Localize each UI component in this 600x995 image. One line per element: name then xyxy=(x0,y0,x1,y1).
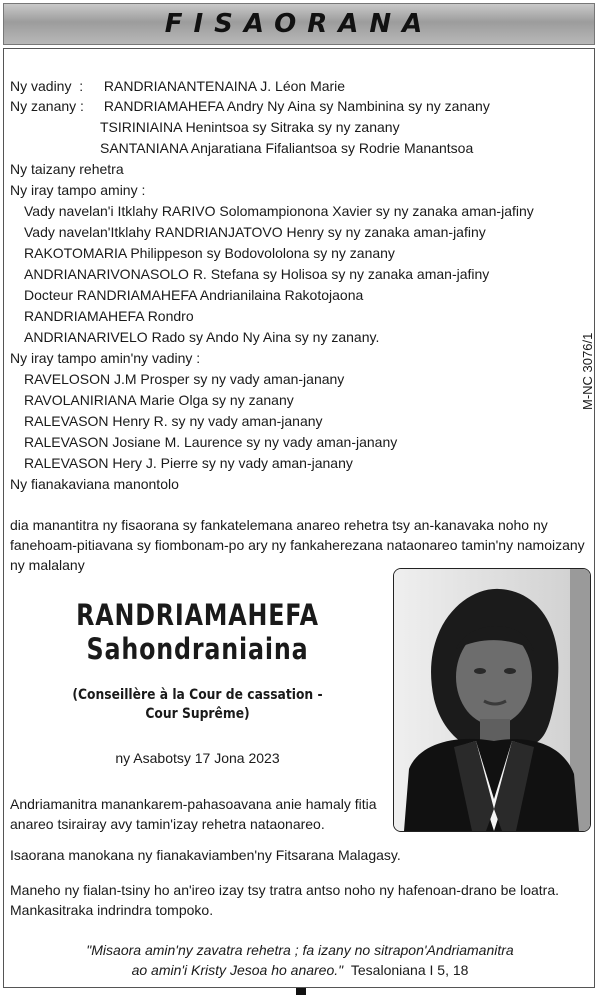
bible-verse xyxy=(20,940,580,980)
spouse-sibling-entry: RALEVASON Henry R. sy ny vady aman-janany xyxy=(24,413,323,429)
sibling-entry: Docteur RANDRIAMAHEFA Andrianilaina Rakotojaona xyxy=(24,287,364,303)
spouse-sibling-entry: RALEVASON Josiane M. Laurence sy ny vady aman-janany xyxy=(24,434,398,450)
child-entry: RANDRIAMAHEFA Andry Ny Aina sy Nambinina sy ny zanany xyxy=(103,98,490,114)
apology-line: Mankasitraka indrindra tompoko. xyxy=(10,902,214,918)
spouse-sibling-entry: RAVOLANIRIANA Marie Olga sy ny zanany xyxy=(24,392,294,408)
death-date: ny Asabotsy 17 Jona 2023 xyxy=(115,750,280,766)
child-entry: TSIRINIAINA Henintsoa sy Sitraka sy ny zanany xyxy=(100,119,400,135)
verse-line: "Misaora amin'ny zavatra rehetra ; fa izany no sitrapon'Andriamanitra xyxy=(86,942,514,958)
blessing-line: Andriamanitra manankarem-pahasoavana anie hamaly fitia xyxy=(10,796,377,812)
sibling-entry: Vady navelan'i Itklahy RARIVO Solomampionona Xavier sy ny zanaka aman-jafiny xyxy=(24,203,534,219)
spouse-sibling-entry: RALEVASON Hery J. Pierre sy ny vady aman-janany xyxy=(24,455,353,471)
verse-line: ao amin'i Kristy Jesoa ho anareo." xyxy=(131,962,344,978)
role-line: Cour Suprême) xyxy=(145,706,250,722)
deceased-surname: RANDRIAMAHEFA xyxy=(76,598,319,632)
portrait-image xyxy=(394,569,590,831)
apology-line: Maneho ny fialan-tsiny ho an'ireo izay tsy tratra antso noho ny hafenoan-drano be loatra. xyxy=(10,882,560,898)
children-line xyxy=(10,96,490,116)
role-line: (Conseillère à la Cour de cassation - xyxy=(72,687,323,703)
blessing-line: anareo tsirairay avy tamin'izay rehetra nataonareo. xyxy=(10,816,325,832)
deceased-given-name: Sahondraniaina xyxy=(86,632,309,666)
spouse-siblings-label: Ny iray tampo amin'ny vadiny : xyxy=(10,350,201,366)
spouse-name: RANDRIANANTENAINA J. Léon Marie xyxy=(103,78,346,94)
verse-reference: Tesaloniana I 5, 18 xyxy=(350,962,469,978)
sibling-entry: RAKOTOMARIA Philippeson sy Bodovololona sy ny zanany xyxy=(24,245,395,261)
intro-paragraph: dia manantitra ny fisaorana sy fankatelemana anareo rehetra tsy an-kanavaka noho ny fanehoam-pitiavana sy fiombonam-po ary ny fankaherezana nataonareo tamin'ny namoizany ny malalany xyxy=(10,517,585,573)
special-thanks: Isaorana manokana ny fianakaviamben'ny Fitsarana Malagasy. xyxy=(10,847,401,863)
spouse-line xyxy=(10,76,345,96)
spouse-label: Ny vadiny : xyxy=(10,78,84,94)
portrait-photo xyxy=(393,568,591,832)
deceased-role xyxy=(20,686,375,724)
sibling-entry: ANDRIANARIVONASOLO R. Stefana sy Holisoa sy ny zanaka aman-jafiny xyxy=(24,266,490,282)
reference-code: M-NC 3076/1 xyxy=(580,332,595,410)
sibling-entry: RANDRIAMAHEFA Rondro xyxy=(24,308,194,324)
page-title: FISAORANA xyxy=(164,9,434,39)
header-banner xyxy=(3,3,595,45)
deceased-name xyxy=(20,598,375,666)
whole-family: Ny fianakaviana manontolo xyxy=(10,476,179,492)
siblings-label: Ny iray tampo aminy : xyxy=(10,182,146,198)
foster-children: Ny taizany rehetra xyxy=(10,161,124,177)
sibling-entry: ANDRIANARIVELO Rado sy Ando Ny Aina sy ny zanany. xyxy=(24,329,380,345)
sibling-entry: Vady navelan'Itklahy RANDRIANJATOVO Henry sy ny zanaka aman-jafiny xyxy=(24,224,486,240)
page-mark xyxy=(296,988,306,995)
spouse-sibling-entry: RAVELOSON J.M Prosper sy ny vady aman-janany xyxy=(24,371,345,387)
children-label: Ny zanany : xyxy=(10,98,84,114)
child-entry: SANTANIANA Anjaratiana Fifaliantsoa sy Rodrie Manantsoa xyxy=(100,140,474,156)
